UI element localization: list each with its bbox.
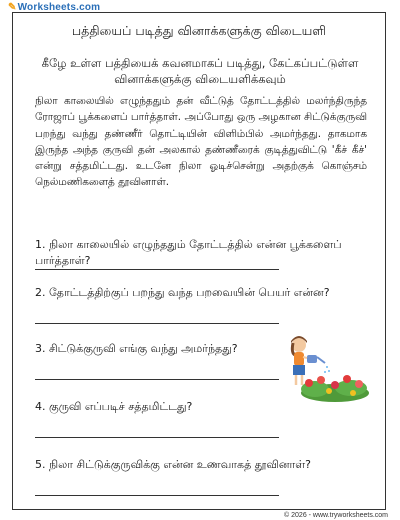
logo-text: Worksheets.com xyxy=(17,2,101,13)
answer-line-2[interactable] xyxy=(35,323,279,324)
answer-line-4[interactable] xyxy=(35,437,279,438)
instruction-text: கீழே உள்ள பத்தியைக் கவனமாகப் படித்து, கேட்கப்பட்டுள்ள வினாக்களுக்கு விடையளிக்கவும் xyxy=(41,56,359,86)
answer-line-1[interactable] xyxy=(35,269,279,270)
answer-line-5[interactable] xyxy=(35,495,279,496)
worksheet-page xyxy=(12,12,386,510)
question-1: 1. நிலா காலையில் எழுந்ததும் தோட்டத்தில் என்ன பூக்களைப் பார்த்தாள்? xyxy=(35,238,342,267)
pencil-icon: ✎ xyxy=(8,2,17,13)
answer-line-3[interactable] xyxy=(35,379,279,380)
copyright-footer: © 2026 - www.tryworksheets.com xyxy=(284,512,388,519)
question-2: 2. தோட்டத்திற்குப் பறந்து வந்த பறவையின் பெயர் என்ன? xyxy=(35,286,330,299)
girl-watering-flowers-illustration xyxy=(285,333,371,403)
question-5: 5. நிலா சிட்டுக்குருவிக்கு என்ன உணவாகத் தூவினாள்? xyxy=(35,458,312,471)
reading-passage: நிலா காலையில் எழுந்ததும் தன் வீட்டுத் தோட்டத்தில் மலர்ந்திருந்த ரோஜாப் பூக்களைப் பார்த்தாள். அப்போது ஒரு அழகான சிட்டுக்குருவி பறந்து வந்து தண்ணீர் தொட்டியின் விளிம்பில் அமர்ந்தது. தாகமாக இருந்த அந்த குருவி தன் அலகால் தண்ணீரைக் குடித்துவிட்டு 'கீச் கீச்' என்று சத்தமிட்டது. உடனே நிலா ஓடிச்சென்று அதற்குக் கொஞ்சம் நெல்மணிகளைத் தூவினாள். xyxy=(35,95,367,189)
worksheet-title: பத்தியைப் படித்து வினாக்களுக்கு விடையளி xyxy=(71,23,327,38)
question-4: 4. குருவி எப்படிச் சத்தமிட்டது? xyxy=(35,400,193,413)
question-3: 3. சிட்டுக்குருவி எங்கு வந்து அமர்ந்தது? xyxy=(35,342,238,355)
